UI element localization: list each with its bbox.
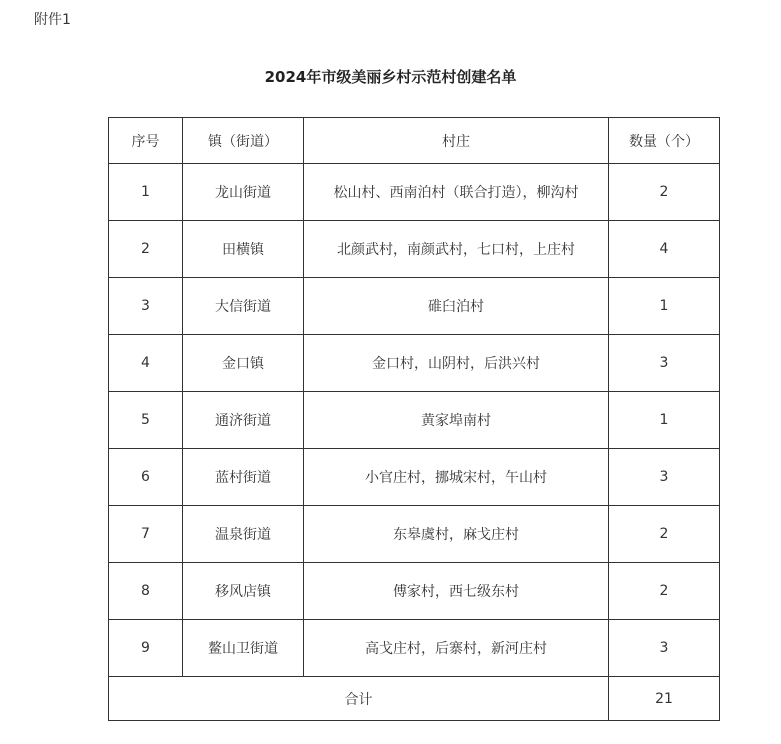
cell-villages: 东皋虞村，麻戈庄村 [304,506,609,563]
cell-count: 3 [609,335,720,392]
cell-town: 鳌山卫街道 [183,620,304,677]
table-header-row [109,118,720,164]
table-row [109,563,720,620]
cell-seq: 2 [109,221,183,278]
cell-villages: 高戈庄村，后寨村，新河庄村 [304,620,609,677]
cell-town: 蓝村街道 [183,449,304,506]
cell-seq: 4 [109,335,183,392]
cell-villages: 金口村，山阴村，后洪兴村 [304,335,609,392]
cell-villages: 碓臼泊村 [304,278,609,335]
cell-seq: 5 [109,392,183,449]
table-row [109,392,720,449]
village-list-table [108,117,720,721]
cell-count: 1 [609,278,720,335]
table-row [109,221,720,278]
cell-town: 金口镇 [183,335,304,392]
table-total-row [109,677,720,721]
table-row [109,620,720,677]
attachment-label: 附件1 [34,12,71,28]
cell-town: 移风店镇 [183,563,304,620]
cell-villages: 黄家埠南村 [304,392,609,449]
header-town: 镇（街道） [183,118,304,164]
cell-count: 3 [609,449,720,506]
header-village: 村庄 [304,118,609,164]
table-row [109,449,720,506]
total-label: 合计 [109,677,609,721]
cell-seq: 7 [109,506,183,563]
cell-town: 大信街道 [183,278,304,335]
table-row [109,278,720,335]
cell-count: 2 [609,563,720,620]
cell-count: 3 [609,620,720,677]
header-count: 数量（个） [609,118,720,164]
table-row [109,335,720,392]
cell-villages: 北颜武村，南颜武村，七口村，上庄村 [304,221,609,278]
cell-town: 通济街道 [183,392,304,449]
cell-count: 1 [609,392,720,449]
cell-town: 温泉街道 [183,506,304,563]
cell-seq: 9 [109,620,183,677]
cell-seq: 8 [109,563,183,620]
cell-town: 龙山街道 [183,164,304,221]
cell-villages: 松山村、西南泊村（联合打造），柳沟村 [304,164,609,221]
header-seq: 序号 [109,118,183,164]
cell-seq: 6 [109,449,183,506]
cell-count: 2 [609,506,720,563]
cell-town: 田横镇 [183,221,304,278]
total-count: 21 [609,677,720,721]
cell-villages: 小官庄村，挪城宋村，午山村 [304,449,609,506]
cell-count: 2 [609,164,720,221]
cell-villages: 傅家村，西七级东村 [304,563,609,620]
cell-seq: 3 [109,278,183,335]
table-row [109,506,720,563]
document-title: 2024年市级美丽乡村示范村创建名单 [264,68,517,86]
cell-seq: 1 [109,164,183,221]
table-row [109,164,720,221]
cell-count: 4 [609,221,720,278]
